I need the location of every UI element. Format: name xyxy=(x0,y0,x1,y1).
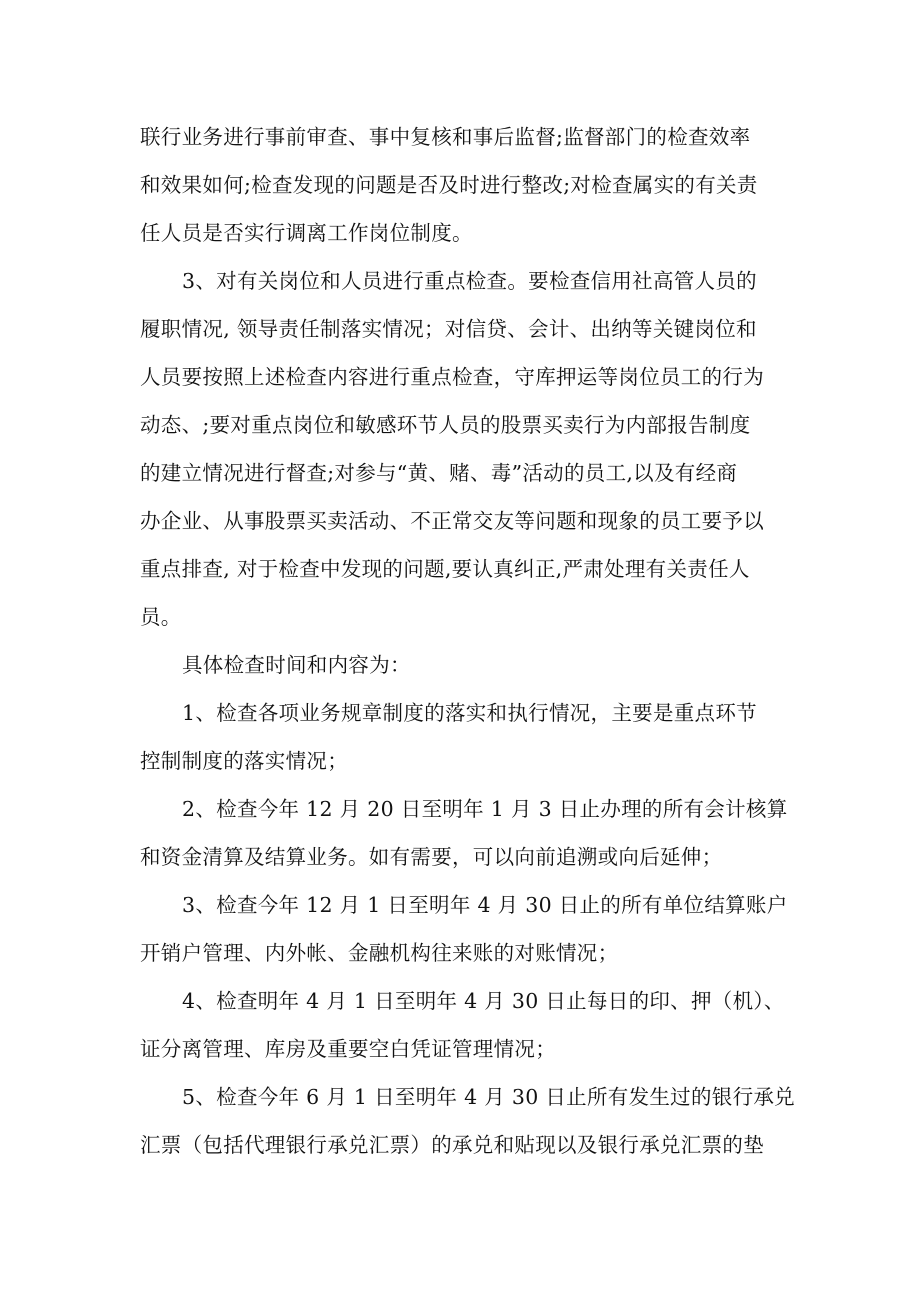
paragraph-start-line: 4、检查明年 4 月 1 日至明年 4 月 30 日止每日的印、押（机）、 xyxy=(182,989,785,1013)
text-line: 控制制度的落实情况； xyxy=(140,749,348,773)
section-heading-line: 具体检查时间和内容为： xyxy=(182,653,411,677)
document-body xyxy=(140,113,795,1169)
paragraph-start-line: 3、对有关岗位和人员进行重点检查。要检查信用社高管人员的 xyxy=(182,269,757,293)
text-line: 汇票（包括代理银行承兑汇票）的承兑和贴现以及银行承兑汇票的垫 xyxy=(140,1133,764,1157)
text-line: 人员要按照上述检查内容进行重点检查，守库押运等岗位员工的行为 xyxy=(140,365,764,389)
text-line: 的建立情况进行督查;对参与“黄、赌、毒”活动的员工,以及有经商 xyxy=(140,461,738,485)
text-line: 任人员是否实行调离工作岗位制度。 xyxy=(140,221,473,245)
text-line: 证分离管理、库房及重要空白凭证管理情况； xyxy=(140,1037,556,1061)
text-line: 动态、;要对重点岗位和敏感环节人员的股票买卖行为内部报告制度 xyxy=(140,413,751,437)
paragraph-start-line: 1、检查各项业务规章制度的落实和执行情况，主要是重点环节 xyxy=(182,701,757,725)
text-line: 和资金清算及结算业务。如有需要，可以向前追溯或向后延伸； xyxy=(140,845,723,869)
text-line: 办企业、从事股票买卖活动、不正常交友等问题和现象的员工要予以 xyxy=(140,509,764,533)
paragraph-start-line: 3、检查今年 12 月 1 日至明年 4 月 30 日止的所有单位结算账户 xyxy=(182,893,788,917)
text-line: 开销户管理、内外帐、金融机构往来账的对账情况； xyxy=(140,941,619,965)
text-line: 联行业务进行事前审查、事中复核和事后监督;监督部门的检查效率 xyxy=(140,125,751,149)
text-line: 和效果如何;检查发现的问题是否及时进行整改;对检查属实的有关责 xyxy=(140,173,758,197)
paragraph-start-line: 2、检查今年 12 月 20 日至明年 1 月 3 日止办理的所有会计核算 xyxy=(182,797,788,821)
paragraph-start-line: 5、检查今年 6 月 1 日至明年 4 月 30 日止所有发生过的银行承兑 xyxy=(182,1085,795,1109)
text-line: 重点排查, 对于检查中发现的问题,要认真纠正,严肃处理有关责任人 xyxy=(140,557,750,581)
text-line: 履职情况, 领导责任制落实情况；对信贷、会计、出纳等关键岗位和 xyxy=(140,317,757,341)
text-line: 员。 xyxy=(140,605,182,629)
